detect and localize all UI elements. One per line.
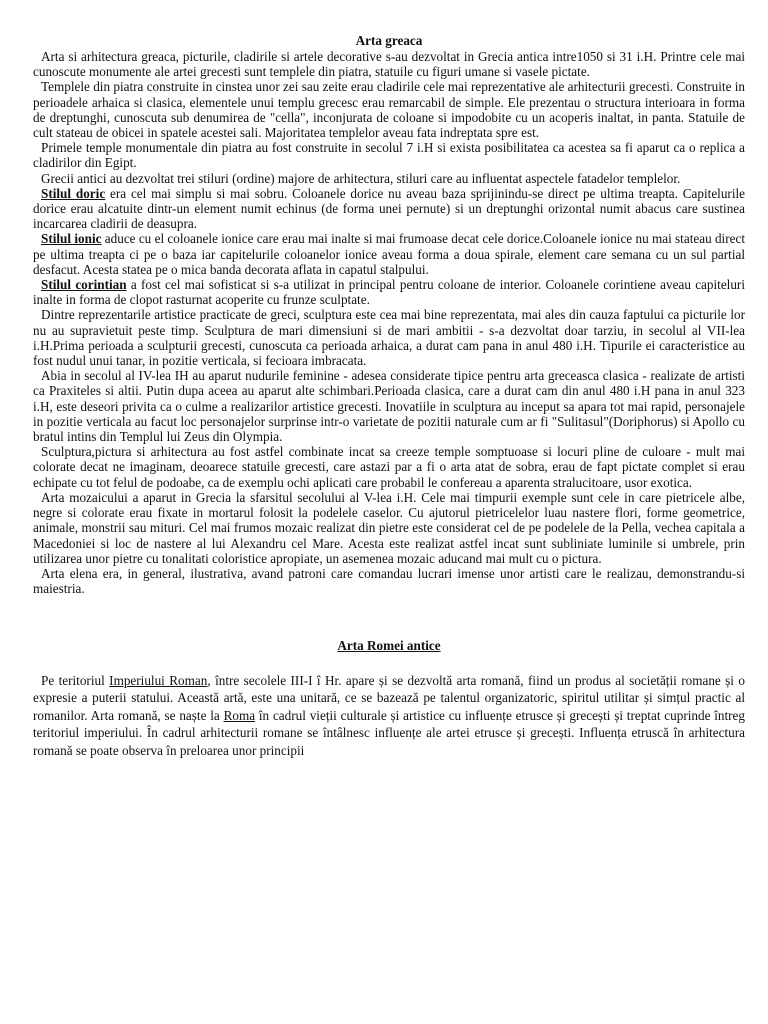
paragraph [33,140,745,170]
paragraph [33,444,745,490]
paragraph-text: Templele din piatra construite in cinstea unor zei sau zeite erau cladirile cele mai reprezentative ale arhitecturii grecesti. Construite in perioadele arhaica si clasica, elementele unui templu grecesc erau remarcabil de simple. Ele prezentau o structura interioara in forma de dreptunghi, cunoscuta sub denumirea de "cella", inconjurata de coloane si impodobite cu un acoperis inaltat, in panta. Statuile de cult stateau de obicei in spatele acestei sali. Majoritatea templelor aveau fata indreptata spre est. [33,79,745,141]
paragraph-stilul-corintian [33,277,745,307]
paragraph-stilul-ionic [33,231,745,277]
term-stilul-corintian: Stilul corintian [41,277,127,293]
paragraph-text: Primele temple monumentale din piatra au fost construite in secolul 7 i.H si exista posibilitatea ca acestea sa fi aparut ca o replica a cladirilor din Egipt. [33,140,745,171]
paragraph [33,672,745,760]
link-imperiului-roman[interactable]: Imperiului Roman [109,672,208,688]
term-stilul-doric: Stilul doric [41,185,106,201]
section-title-arta-romei-antice: Arta Romei antice [337,638,441,654]
section-title-arta-greaca: Arta greaca [355,33,423,48]
paragraph-text: Grecii antici au dezvoltat trei stiluri (ordine) majore de arhitectura, stiluri care au influentat aspectele fatadelor templelor. [41,170,681,186]
paragraph [33,49,745,79]
paragraph [33,307,745,368]
term-stilul-ionic: Stilul ionic [41,231,102,247]
paragraph [33,566,745,596]
paragraph-text: , între secolele III-I î Hr. apare și se dezvoltă arta romană, fiind un produs al societății romane și o expresie a puterii statului. Această artă, este una unitară, ce se bazează pe talentul organizatoric, spiritul utilitar și simțul practic al romanilor. Arta romană, se naște la [33,672,745,723]
paragraph-text: era cel mai simplu si mai sobru. Coloanele dorice nu aveau baza sprijinindu-se direct pe ultima treapta. Capitelurile dorice erau alcatuite dintr-un element numit echinus (de forma unei pernute) si un dreptunghi orizontal numit abacus care sustinea incarcarea cladirii de deasupra. [33,185,745,232]
section-spacer [33,596,745,638]
paragraph-text: a fost cel mai sofisticat si s-a utilizat in principal pentru coloane de interior. Coloanele corintiene aveau capiteluri inalte in forma de clopot rasturnat acoperite cu frunze sculptate. [33,277,745,308]
paragraph-text: Arta mozaicului a aparut in Grecia la sfarsitul secolului al V-lea i.H. Cele mai timpurii exemple sunt cele in care pietricele albe, negre si colorate erau fixate in mortarul folosit la podelele caselor. Cu ajutorul pietricelelor luau nastere flori, forme geometrice, animale, monstrii sau mituri. Cel mai frumos mozaic realizat din pietre este considerat cel de pe podelele de la Pella, vechea capitala a Macedoniei si loc de nastere al lui Alexandru cel Mare. Acesta este realizat astfel incat sunt subliniate luminile si umbrele, prin utilizarea unor pietre cu tonalitati coloristice apropiate, un asemenea mozaic aducand mai mult cu o pictura. [33,489,745,566]
paragraph-text: Sculptura,pictura si arhitectura au fost astfel combinate incat sa creeze temple somptuoase si locuri pline de culoare - mult mai colorate decat ne imaginam, deoarece statuile grecesti, care astazi par a fi o arta atat de sobra, erau de fapt pictate complet si erau echipate cu tot felul de podoabe, ca de exemplu ochi aplicati care probabil le confereau a aparenta stralucitoare, usor exotica. [33,444,745,490]
paragraph-text: Arta elena era, in general, ilustrativa, avand patroni care comandau lucrari imense unor artisti care le realizau, demonstrandu-si maiestria. [33,565,745,597]
link-roma[interactable]: Roma [223,707,256,723]
paragraph [33,171,745,186]
paragraph-text: Pe teritoriul [41,672,110,688]
paragraph-text: Abia in secolul al IV-lea IH au aparut nudurile feminine - adesea considerate tipice pentru arta greceasca clasica - realizate de artisti ca Praxiteles si altii. Putin dupa aceea au aparut alte schimbari.Perioada clasica, care a durat cam din anul 480 i.H pana in anul 323 i.H, este deseori privita ca o culme a realizarilor artistice grecesti. Inovatiile in sculptura au inceput sa apara tot mai rapid, personajele in pozitie verticala au facut loc personajelor surprinse intr-o varietate de pozitii naturale cum ar fi "Sulitasul"(Doriphorus) si Apollo cu bratul intins din Templul lui Zeus din Olympia. [33,368,745,445]
paragraph-text: Arta si arhitectura greaca, picturile, cladirile si artele decorative s-au dezvoltat in Grecia antica intre1050 si 31 i.H. Printre cele mai cunoscute monumente ale artei grecesti sunt templele din piatra, statuile cu figuri umane si vasele pictate. [33,49,745,80]
paragraph [33,79,745,140]
paragraph-text: în cadrul vieții culturale și artistice cu influențe etrusce și grecești și treptat cuprinde întreg teritoriul imperiului. În cadrul arhitecturii romane se întâlnesc influențe ale artei etrusce și grecești. Influența etruscă în arhitectura romană se poate observa în preloarea unor principii [33,707,745,758]
document-page [33,33,745,759]
paragraph [33,490,745,566]
paragraph-stilul-doric [33,186,745,232]
paragraph [33,368,745,444]
paragraph-text: Dintre reprezentarile artistice practicate de greci, sculptura este cea mai bine reprezentata, mai ales din cauza faptului ca picturile lor nu au supravietuit peste timp. Sculptura de mari dimensiuni si de mari ambitii - s-a dezvoltat doar tarziu, in secolul al VII-lea i.H.Prima perioada a sculpturii grecesti, cunoscuta ca perioada arhaica, a durat cam pana in anul 480 i.H. Tipurile ei caracteristice au fost nudul unui tanar, in pozitie verticala, si fecioara imbracata. [33,307,745,369]
paragraph-text: aduce cu el coloanele ionice care erau mai inalte si mai frumoase decat cele dorice.Coloanele ionice nu mai stateau direct pe ultima treapta ci pe o baza iar capitelurile coloanelor ionice aveau forma a doua spirale, element care semana cu un sul partial desfacut. Acesta statea pe o mica banda decorata aflata in capatul stalpului. [33,231,745,277]
section-roman-art [33,672,745,760]
